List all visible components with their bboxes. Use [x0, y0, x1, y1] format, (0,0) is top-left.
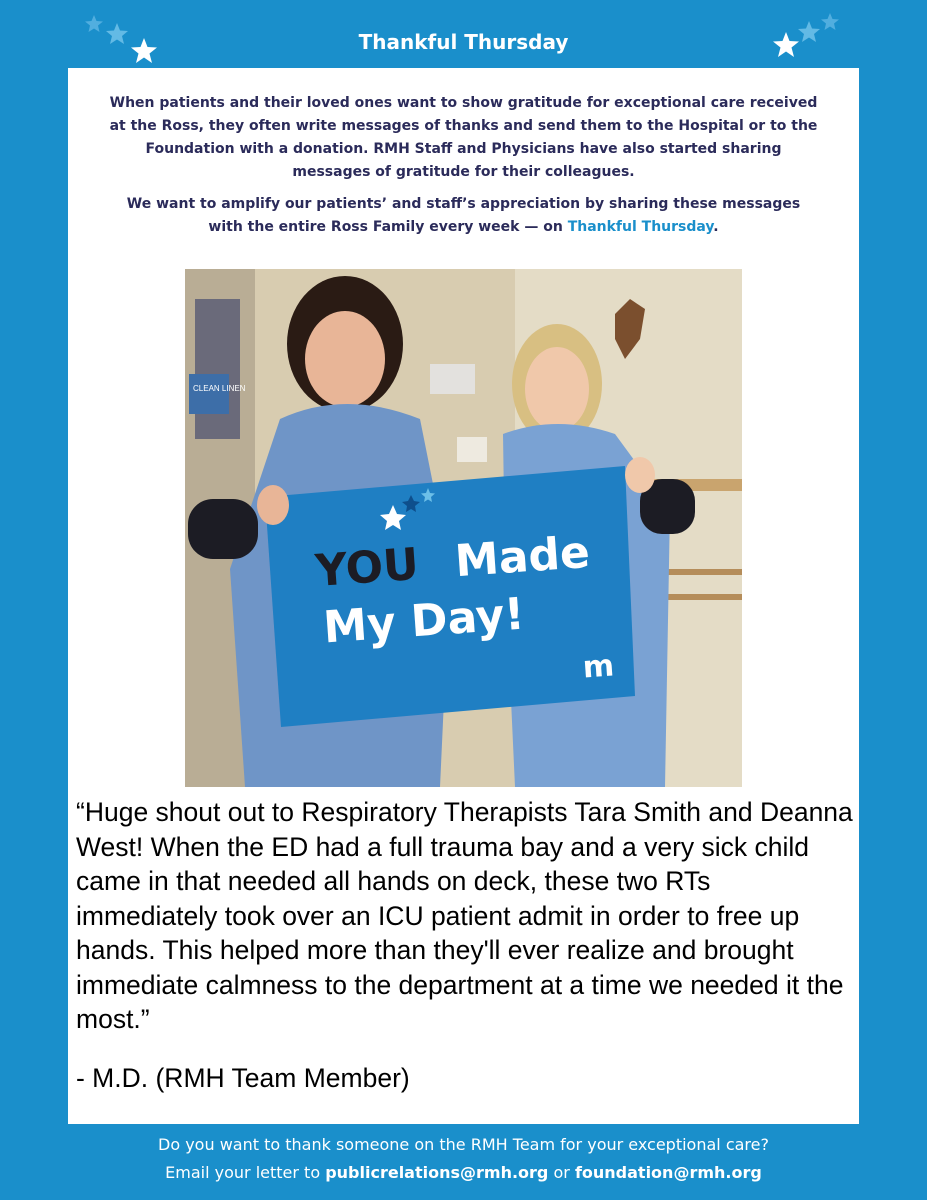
intro-paragraph-2-end: .	[713, 219, 719, 235]
sign-made-text: Made	[453, 526, 592, 588]
sign-my-day-text: My Day!	[321, 588, 527, 654]
you-made-my-day-sign	[257, 457, 655, 727]
footer-line-1: Do you want to thank someone on the RMH Team for your exceptional care?	[158, 1135, 769, 1154]
public-relations-email-link[interactable]: publicrelations@rmh.org	[325, 1163, 549, 1182]
content-panel	[68, 68, 859, 1124]
footer	[0, 1131, 927, 1187]
staff-photo	[185, 269, 742, 787]
intro-paragraph-2	[108, 193, 819, 239]
page-title: Thankful Thursday	[358, 30, 569, 54]
rmh-logo-icon: m	[581, 648, 616, 686]
star-icon	[821, 13, 839, 30]
intro-text	[68, 92, 859, 239]
foundation-email-link[interactable]: foundation@rmh.org	[574, 1163, 762, 1182]
intro-paragraph-1: When patients and their loved ones want to show gratitude for exceptional care received at the Ross, they often write messages of thanks and send them to the Hospital or to the Foundation with a donation. RMH Staff and Physicians have also started sharing messages of gratitude for their colleagues.	[109, 95, 818, 180]
sign-you-text: YOU	[313, 538, 421, 597]
thank-you-quote: “Huge shout out to Respiratory Therapists Tara Smith and Deanna West! When the ED had a full trauma bay and a very sick child came in that needed all hands on deck, these two RTs immediately took over an ICU patient admit in order to free up hands. This helped more than they'll ever realize and brought immediate calmness to the department at a time we needed it the most.”	[76, 797, 853, 1034]
thankful-thursday-highlight: Thankful Thursday	[567, 219, 714, 235]
footer-email-prefix: Email your letter to	[165, 1163, 326, 1182]
wall-sign-text: CLEAN LINEN	[193, 384, 246, 393]
footer-line-2	[0, 1159, 927, 1187]
quote-attribution: - M.D. (RMH Team Member)	[76, 1063, 410, 1093]
intro-paragraph-2-text: We want to amplify our patients’ and staff’s appreciation by sharing these messages with the entire Ross Family every week — on	[126, 196, 801, 235]
staff-photo-illustration	[185, 269, 742, 787]
footer-or-text: or	[548, 1163, 575, 1182]
